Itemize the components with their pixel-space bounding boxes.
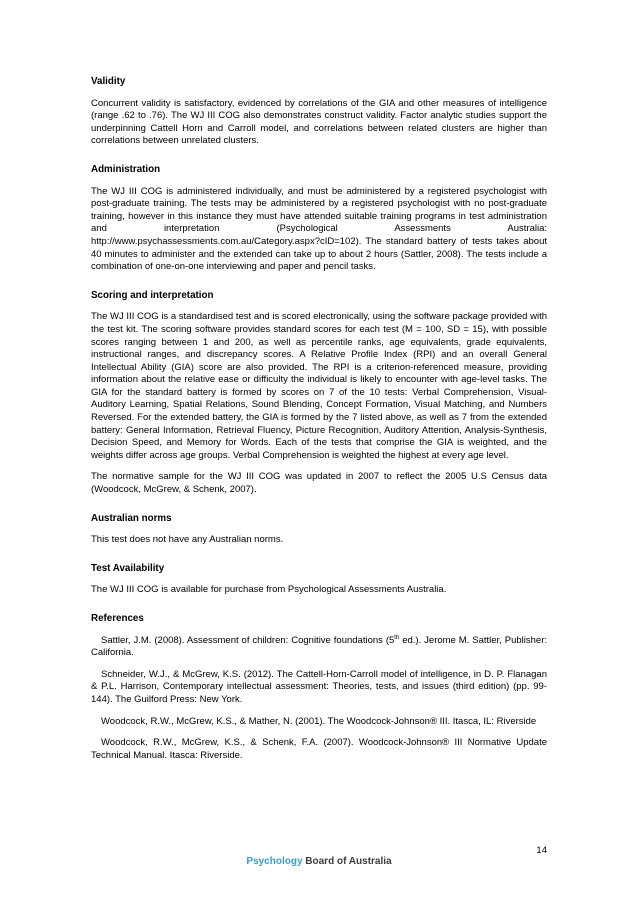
scoring-text-1: The WJ III COG is a standardised test and is scored electronically, using the software package provided with the test kit. The scoring software provides standard scores for each test (M = 100, SD = 15), with possible scores ranging between 1 and 200, as well as percentile ranks, age equivalents, grade equivalents, instructional ranges, and discrepancy scores. A Relative Profile Index (RPI) and an overall General Intellectual Ability (GIA) score are also provided. The RPI is a criterion-referenced measure, providing information about the relative ease or difficulty the individual is likely to encounter with age-level tasks. The GIA for the standard battery is formed by scores on 7 of the 10 tests: Verbal Comprehension, Visual-Auditory Learning, Spatial Relations, Sound Blending, Concept Formation, Visual Matching, and Numbers Reversed. For the extended battery, the GIA is formed by the 7 listed above, as well as 7 from the extended battery: General Information, Retrieval Fluency, Picture Recognition, Auditory Attention, Analysis-Synthesis, Decision Speed, and Memory for Words. Each of the tests that comprise the GIA is weighted, and the weights differ across age groups. Verbal Comprehension is weighted the highest at every age level. bbox=[91, 311, 547, 461]
norms-text: This test does not have any Australian norms. bbox=[91, 534, 284, 546]
administration-heading: Administration bbox=[91, 163, 161, 175]
footer-brand-rest: Board of Australia bbox=[302, 856, 392, 867]
norms-heading: Australian norms bbox=[91, 512, 172, 524]
references-section bbox=[91, 613, 547, 762]
page-content bbox=[91, 76, 547, 778]
reference-1-main: Sattler, J.M. (2008). Assessment of children: Cognitive foundations (5 bbox=[101, 634, 395, 646]
references-heading: References bbox=[91, 613, 144, 624]
validity-section bbox=[91, 76, 547, 148]
reference-1-rest: ed.). Jerome M. Sattler, Publisher: California. bbox=[91, 634, 547, 659]
availability-section bbox=[91, 563, 547, 597]
availability-heading: Test Availability bbox=[91, 562, 165, 574]
norms-section bbox=[91, 513, 547, 547]
availability-text: The WJ III COG is available for purchase from Psychological Assessments Australia. bbox=[91, 584, 447, 596]
footer-brand-word: Psychology bbox=[246, 856, 303, 867]
scoring-text-2: The normative sample for the WJ III COG was updated in 2007 to reflect the 2005 U.S Census data (Woodcock, McGrew, & Schenk, 2007). bbox=[91, 471, 547, 496]
scoring-section bbox=[91, 290, 547, 497]
validity-heading: Validity bbox=[91, 76, 126, 87]
reference-1-superscript: th bbox=[394, 634, 400, 641]
reference-item: Woodcock, R.W., McGrew, K.S., & Mather, N. (2001). The Woodcock-Johnson® III. Itasca, IL: Riverside bbox=[101, 715, 537, 727]
scoring-heading: Scoring and interpretation bbox=[91, 289, 214, 301]
reference-item: Schneider, W.J., & McGrew, K.S. (2012). The Cattell-Horn-Carroll model of intelligence, in D. P. Flanagan & P.L. Harrison, Contemporary intellectual assessment: Theories, tests, and issues (third edition) (pp. 99-144). The Guilford Press: New York. bbox=[91, 668, 547, 705]
administration-text: The WJ III COG is administered individually, and must be administered by a registered psychologist with post-graduate training. The tests may be administered by a registered psychologist with no post-graduate training, however in this instance they must have attended suitable training programs in test administration and interpretation (Psychological Assessments Australia: http://www.psychassessments.com.au/Category.aspx?cID=102). The standard battery of tests takes about 40 minutes to administer and the extended can take up to about 2 hours (Sattler, 2008). The tests include a combination of one-on-one interviewing and paper and pencil tasks. bbox=[91, 185, 547, 273]
reference-item: Woodcock, R.W., McGrew, K.S., & Schenk, F.A. (2007). Woodcock-Johnson® III Normative Update Technical Manual. Itasca: Riverside. bbox=[91, 737, 547, 761]
reference-item bbox=[91, 635, 547, 660]
validity-text: Concurrent validity is satisfactory, evidenced by correlations of the GIA and other measures of intelligence (range .62 to .76). The WJ III COG also demonstrates construct validity. Factor analytic studies support the underpinning Cattell Horn and Carroll model, and correlations between related clusters are higher than correlations between unrelated clusters. bbox=[91, 97, 547, 147]
page-number: 14 bbox=[536, 845, 547, 856]
footer-branding bbox=[0, 856, 638, 867]
administration-section bbox=[91, 164, 547, 274]
